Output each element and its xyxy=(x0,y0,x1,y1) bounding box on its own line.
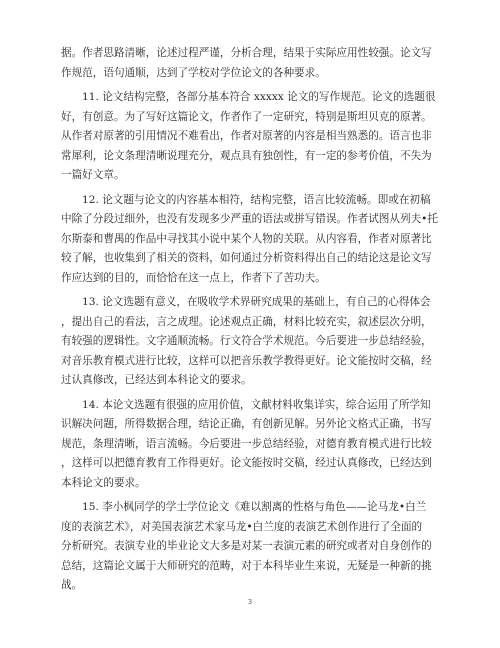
text-line: 总结，这篇论文属于大师研究的范畴，对于本科毕业生来说，无疑是一种新的挑 xyxy=(61,559,432,572)
text-line: 14. 本论文选题有很强的应用价值，文献材料收集详实，综合运用了所学知 xyxy=(82,398,431,411)
text-line: 从作者对原著的引用情况不难看出，作者对原著的内容是相当熟悉的。语言也非 xyxy=(61,130,432,142)
text-line: 有较强的逻辑性。文字通顺流畅。行文符合学术规范。今后要进一步总结经验， xyxy=(61,335,432,347)
text-line: 对音乐教育模式进行比较，这样可以把音乐教学教得更好。论文能按时交稿，经 xyxy=(61,354,432,367)
document-page xyxy=(61,44,439,601)
text-line: 规范，条理清晰，语言流畅。今后要进一步总结经验，对德育教育模式进行比较 xyxy=(61,437,432,450)
text-line: ，这样可以把德育教育工作得更好。论文能按时交稿，经过认真修改，已经达到 xyxy=(61,457,432,469)
text-line: ，提出自己的看法，言之成理。论述观点正确，材料比较充实，叙述层次分明， xyxy=(61,315,432,328)
paragraph-item-11 xyxy=(61,88,439,186)
page-number: 3 xyxy=(247,598,253,606)
text-line: 度的表演艺术》，对美国表演艺术家马龙•白兰度的表演艺术创作进行了全面的 xyxy=(61,520,423,533)
paragraph-continuation xyxy=(61,44,439,83)
paragraph-item-12 xyxy=(61,191,439,289)
paragraph-item-15 xyxy=(61,498,439,596)
text-line: 本科论文的要求。 xyxy=(61,476,146,489)
text-line: 好，有创意。为了写好这篇论文，作者作了一定研究，特别是斯坦贝克的原著。 xyxy=(61,110,432,123)
text-line: 过认真修改，已经达到本科论文的要求。 xyxy=(61,374,252,386)
text-line: 作应达到的目的，而恰恰在这一点上，作者下了苦功夫。 xyxy=(61,271,326,284)
text-line: 战。 xyxy=(61,579,83,591)
text-line: 11. 论文结构完整，各部分基本符合 xxxxx 论文的写作规范。论文的选题很 xyxy=(82,91,436,103)
text-line: 识解决问题，所得数据合理，结论正确，有创新见解。另外论文格式正确，书写 xyxy=(61,418,432,430)
text-line: 作规范，语句通顺，达到了学校对学位论文的各种要求。 xyxy=(61,66,326,79)
text-line: 13. 论文选题有意义，在吸收学术界研究成果的基础上，有自己的心得体会 xyxy=(82,296,431,308)
text-line: 较了解，也收集到了相关的资料，如何通过分析资料得出自己的结论这是论文写 xyxy=(61,252,432,264)
text-line: 尔斯泰和曹禺的作品中寻找其小说中某个人物的关联。从内容看，作者对原著比 xyxy=(61,232,432,245)
text-line: 常犀利，论文条理清晰说理充分，观点具有独创性，有一定的参考价值，不失为 xyxy=(61,149,432,162)
text-line: 12. 论文题与论文的内容基本相符，结构完整，语言比较流畅。即或在初稿 xyxy=(82,193,431,206)
paragraph-item-13 xyxy=(61,293,439,391)
text-line: 据。作者思路清晰，论述过程严谨，分析合理，结果于实际应用性较强。论文写 xyxy=(61,47,432,59)
text-line: 中除了分段过细外，也没有发现多少严重的语法或拼写错误。作者试图从列夫•托 xyxy=(61,213,439,225)
text-line: 一篇好文章。 xyxy=(61,169,125,181)
paragraph-item-14 xyxy=(61,396,439,494)
text-line: 15. 李小枫同学的学士学位论文《难以割离的性格与角色——论马龙•白兰 xyxy=(82,501,427,513)
text-line: 分析研究。表演专业的毕业论文大多是对某一表演元素的研究或者对自身创作的 xyxy=(61,540,432,552)
